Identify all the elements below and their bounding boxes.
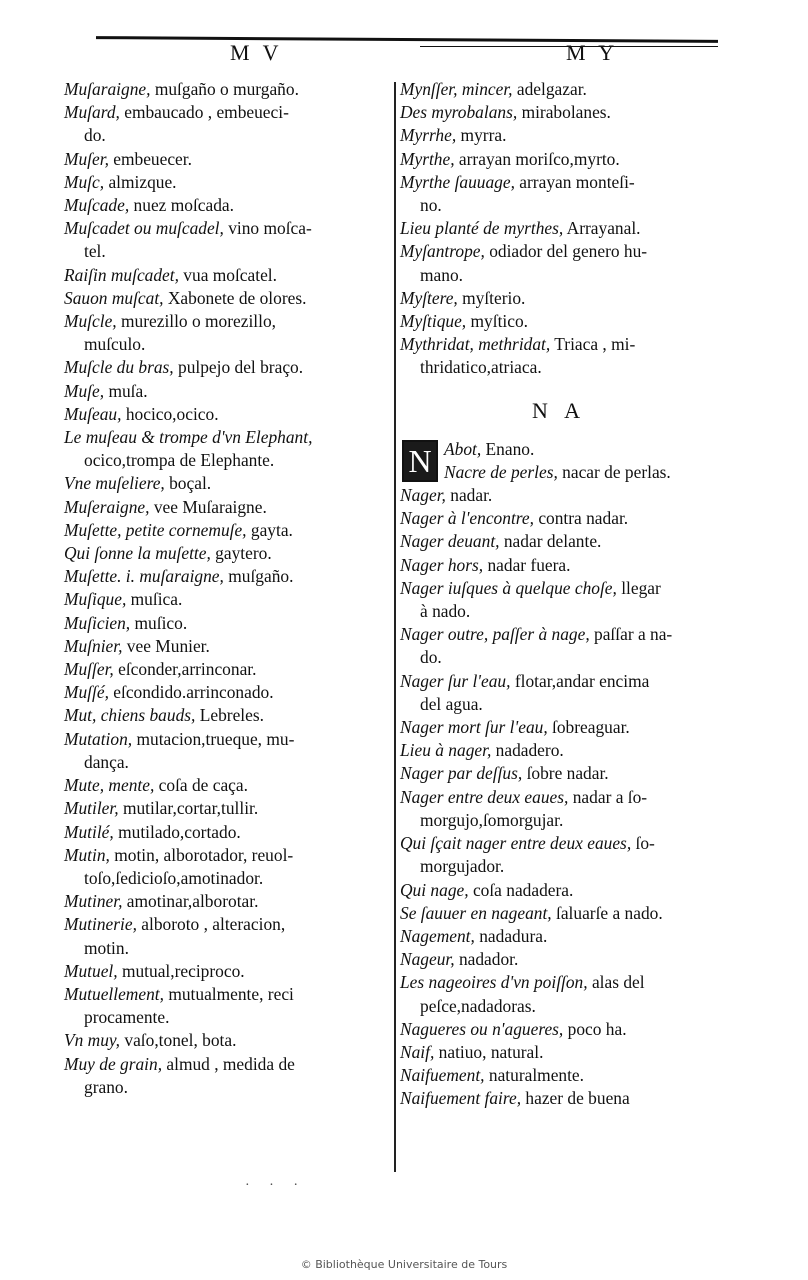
dictionary-entry	[400, 124, 718, 147]
entry-translation: paſſar a na-	[589, 624, 673, 645]
entry-headword: Mutin,	[64, 844, 110, 865]
entry-translation: Xabonete de olores.	[163, 287, 307, 308]
entry-headword: Vn muy,	[64, 1030, 121, 1051]
entry-headword: Nager ſur l'eau,	[400, 670, 511, 691]
running-head-left: M V	[230, 40, 283, 65]
entry-headword: Muſard,	[64, 102, 120, 123]
entry-headword: Mut, chiens bauds,	[64, 705, 196, 726]
entry-headword: Myrrhe,	[400, 125, 457, 146]
entry-continuation: mano.	[420, 264, 463, 285]
dictionary-entry	[400, 171, 718, 217]
entry-headword: Sauon muſcat,	[64, 287, 164, 308]
entry-headword: Les nageoires d'vn poiſſon,	[400, 972, 588, 993]
dictionary-entry	[400, 1041, 718, 1064]
entry-translation: eſcondido.arrinconado.	[108, 682, 274, 703]
entry-headword: Qui nage,	[400, 879, 469, 900]
entry-headword: Muſc,	[64, 171, 105, 192]
entry-continuation: no.	[420, 195, 442, 216]
dictionary-entry	[64, 496, 390, 519]
entry-translation: muſa.	[104, 380, 148, 401]
entry-translation: nadar.	[445, 485, 493, 506]
entry-headword: Mutiner,	[64, 891, 123, 912]
entry-continuation: tel.	[84, 241, 106, 262]
entry-continuation: do.	[84, 125, 106, 146]
entry-translation: vua moſcatel.	[178, 264, 277, 285]
entry-translation: boçal.	[164, 473, 212, 494]
dictionary-entry	[64, 194, 390, 217]
entry-translation: flotar,andar encima	[510, 670, 650, 691]
entry-continuation: peſce,nadadoras.	[420, 995, 536, 1016]
dictionary-entry	[64, 542, 390, 565]
entry-headword: Mute, mente,	[64, 775, 155, 796]
entry-headword: Mutiler,	[64, 798, 119, 819]
entry-translation: muſgaño o murgaño.	[150, 79, 299, 99]
entry-headword: Nagueres ou n'agueres,	[400, 1018, 564, 1039]
entry-headword: Naifuement,	[400, 1065, 485, 1086]
entry-headword: Le muſeau & trompe d'vn Elephant,	[64, 427, 313, 448]
dictionary-entry	[400, 762, 718, 785]
entry-continuation: motin.	[84, 937, 129, 958]
entry-headword: Lieu planté de myrthes,	[400, 218, 564, 239]
entry-headword: Muſe,	[64, 380, 105, 401]
entry-headword: Nagement,	[400, 925, 475, 946]
entry-translation: myrra.	[456, 125, 507, 146]
entry-headword: Mutuel,	[64, 960, 118, 981]
dictionary-entry	[400, 507, 718, 530]
dictionary-entry	[64, 565, 390, 588]
entry-translation: arrayan monteſi-	[514, 171, 635, 192]
entry-headword: Naif,	[400, 1041, 435, 1062]
entry-continuation: dança.	[84, 751, 129, 772]
entry-headword: Nager à l'encontre,	[400, 508, 534, 529]
entry-translation: muſico.	[130, 612, 188, 633]
entry-translation: nadador.	[454, 949, 519, 970]
dictionary-entry	[400, 577, 718, 623]
entry-headword: Muſcle du bras,	[64, 357, 174, 378]
dictionary-entry	[64, 217, 390, 263]
entry-continuation: muſculo.	[84, 334, 146, 355]
entry-headword: Muſique,	[64, 589, 127, 610]
dictionary-entry	[64, 1053, 390, 1099]
dictionary-entry	[64, 983, 390, 1029]
entry-headword: Vne muſeliere,	[64, 473, 165, 494]
entry-translation: nadadura.	[474, 925, 548, 946]
dictionary-entry	[400, 739, 718, 762]
entry-translation: adelgazar.	[512, 79, 587, 99]
dictionary-entry	[400, 1087, 718, 1110]
entry-headword: Lieu à nager,	[400, 740, 492, 761]
printer-marks: · · ·	[245, 1178, 306, 1193]
entry-headword: Qui ſonne la muſette,	[64, 543, 211, 564]
entry-translation: nuez moſcada.	[129, 195, 234, 216]
entry-headword: Muſicien,	[64, 612, 131, 633]
dictionary-entry	[400, 1018, 718, 1041]
entry-translation: pulpejo del braço.	[173, 357, 304, 378]
entry-translation: almizque.	[104, 171, 177, 192]
entry-translation: amotinar,alborotar.	[122, 891, 259, 912]
entry-headword: Nager entre deux eaues,	[400, 786, 569, 807]
entry-translation: gaytero.	[210, 543, 272, 564]
entry-translation: odiador del genero hu-	[484, 241, 648, 262]
entry-continuation: thridatico,atriaca.	[420, 357, 542, 378]
entry-translation: mutacion,trueque, mu-	[132, 728, 295, 749]
entry-headword: Myrthe ſauuage,	[400, 171, 515, 192]
entry-translation: contra nadar.	[533, 508, 629, 529]
dropcap-letter: N	[402, 440, 438, 482]
entry-translation: murezillo o morezillo,	[116, 311, 277, 332]
entry-translation: nadar fuera.	[483, 554, 571, 575]
entry-headword: Nager deuant,	[400, 531, 500, 552]
dictionary-entry	[400, 925, 718, 948]
right-column	[400, 78, 718, 1111]
dictionary-entry	[400, 971, 718, 1017]
dictionary-entry	[400, 1064, 718, 1087]
entry-headword: Muſcadet ou muſcadel,	[64, 218, 224, 239]
entry-translation: Triaca , mi-	[550, 334, 636, 355]
dictionary-entry	[400, 786, 718, 832]
entry-headword: Mutinerie,	[64, 914, 137, 935]
dictionary-entry	[400, 78, 718, 101]
entry-headword: Raiſin muſcadet,	[64, 264, 179, 285]
entry-translation: vee Muſaraigne.	[149, 496, 267, 517]
entry-headword: Muſette. i. muſaraigne,	[64, 566, 224, 587]
dictionary-entry	[400, 484, 718, 507]
entry-translation: coſa nadadera.	[468, 879, 574, 900]
dictionary-entry	[64, 960, 390, 983]
entry-headword: Muſer,	[64, 148, 109, 169]
entry-continuation: procamente.	[84, 1007, 170, 1028]
entry-translation: vaſo,tonel, bota.	[120, 1030, 237, 1051]
entry-translation: muſica.	[126, 589, 183, 610]
dictionary-entry	[64, 78, 390, 101]
dictionary-entry	[64, 426, 390, 472]
entry-headword: Nager,	[400, 485, 446, 506]
entry-translation: natiuo, natural.	[434, 1041, 544, 1062]
entry-headword: Muſnier,	[64, 635, 123, 656]
entry-headword: Se ſauuer en nageant,	[400, 902, 552, 923]
right-column-na	[400, 438, 718, 1111]
column-divider	[394, 82, 396, 1172]
dictionary-entry	[400, 217, 718, 240]
dictionary-entry	[64, 519, 390, 542]
entry-headword: Muſeau,	[64, 403, 122, 424]
entry-translation: hazer de buena	[521, 1088, 630, 1109]
entry-headword: Nacre de perles,	[444, 461, 558, 482]
entry-headword: Des myrobalans,	[400, 102, 518, 123]
entry-continuation: del agua.	[420, 693, 483, 714]
dictionary-entry	[64, 588, 390, 611]
dictionary-entry	[400, 287, 718, 310]
entry-translation: Arrayanal.	[563, 218, 641, 239]
entry-continuation: morgujo,ſomorgujar.	[420, 809, 564, 830]
dictionary-entry	[64, 403, 390, 426]
entry-translation: mutual,reciproco.	[117, 960, 245, 981]
dictionary-entry	[64, 612, 390, 635]
entry-translation: ſaluarſe a nado.	[551, 902, 663, 923]
entry-headword: Mutation,	[64, 728, 133, 749]
dictionary-entry	[64, 844, 390, 890]
entry-translation: mirabolanes.	[517, 102, 611, 123]
entry-translation: alboroto , alteracion,	[136, 914, 286, 935]
entry-continuation: morgujador.	[420, 856, 505, 877]
entry-translation: myſtico.	[466, 311, 528, 332]
running-head-right: M Y	[566, 40, 619, 65]
entry-headword: Muſette, petite cornemuſe,	[64, 519, 247, 540]
entry-headword: Mutuellement,	[64, 983, 164, 1004]
dictionary-entry	[64, 171, 390, 194]
entry-continuation: ocico,trompa de Elephante.	[84, 450, 275, 471]
dictionary-entry	[64, 635, 390, 658]
entry-translation: mutilar,cortar,tullir.	[118, 798, 259, 819]
entry-translation: naturalmente.	[484, 1065, 585, 1086]
left-column	[64, 78, 390, 1099]
entry-translation: llegar	[616, 577, 661, 598]
entry-headword: Muſcle,	[64, 311, 117, 332]
entry-translation: vino moſca-	[223, 218, 312, 239]
entry-headword: Nager par deſſus,	[400, 763, 523, 784]
entry-translation: arrayan moriſco,myrto.	[454, 148, 620, 169]
entry-headword: Muy de grain,	[64, 1053, 163, 1074]
entry-translation: motin, alborotador, reuol-	[109, 844, 294, 865]
dictionary-entry	[400, 879, 718, 902]
entry-translation: mutualmente, reci	[163, 983, 294, 1004]
dictionary-entry	[64, 287, 390, 310]
entry-translation: alas del	[587, 972, 645, 993]
dictionary-entry	[64, 101, 390, 147]
entry-translation: Lebreles.	[195, 705, 264, 726]
entry-headword: Muſeraigne,	[64, 496, 150, 517]
entry-translation: nadar delante.	[499, 531, 602, 552]
entry-headword: Nageur,	[400, 949, 455, 970]
dictionary-entry	[64, 380, 390, 403]
dictionary-entry	[400, 148, 718, 171]
entry-headword: Myrthe,	[400, 148, 455, 169]
dictionary-entry	[400, 333, 718, 379]
entry-headword: Muſcade,	[64, 195, 130, 216]
section-title: N A	[531, 397, 587, 423]
entry-headword: Nager outre, paſſer à nage,	[400, 624, 590, 645]
entry-translation: embeuecer.	[108, 148, 192, 169]
dictionary-entry	[64, 310, 390, 356]
entry-translation: mutilado,cortado.	[113, 821, 241, 842]
entry-translation: eſconder,arrinconar.	[113, 659, 257, 680]
entry-headword: Myſtique,	[400, 311, 467, 332]
dictionary-entry	[400, 623, 718, 669]
entry-translation: coſa de caça.	[154, 775, 248, 796]
dictionary-entry	[400, 670, 718, 716]
entry-continuation: à nado.	[420, 601, 471, 622]
dictionary-entry	[64, 821, 390, 844]
entry-headword: Mynſſer, mincer,	[400, 79, 513, 99]
entry-headword: Nager hors,	[400, 554, 484, 575]
dictionary-entry	[400, 902, 718, 925]
dictionary-entry	[400, 240, 718, 286]
entry-continuation: do.	[420, 647, 442, 668]
right-column-my	[400, 78, 718, 380]
entry-translation: hocico,ocico.	[121, 403, 219, 424]
entry-headword: Mythridat, methridat,	[400, 334, 551, 355]
dictionary-entry	[400, 948, 718, 971]
dictionary-entry	[400, 310, 718, 333]
dictionary-entry	[64, 890, 390, 913]
entry-translation: gayta.	[246, 519, 293, 540]
entry-translation: Enano.	[481, 438, 535, 459]
dictionary-entry	[64, 1029, 390, 1052]
dictionary-entry	[400, 530, 718, 553]
dictionary-entry	[64, 658, 390, 681]
entry-headword: Abot,	[444, 438, 482, 459]
dictionary-entry	[400, 461, 718, 484]
top-rule	[96, 36, 718, 43]
dictionary-entry	[64, 774, 390, 797]
dictionary-entry	[400, 832, 718, 878]
dictionary-entry	[64, 728, 390, 774]
entry-headword: Myſtere,	[400, 287, 458, 308]
entry-translation: poco ha.	[563, 1018, 627, 1039]
entry-headword: Muſaraigne,	[64, 79, 151, 99]
entry-translation: ſo-	[631, 833, 655, 854]
entry-headword: Muſſé,	[64, 682, 109, 703]
entry-translation: muſgaño.	[223, 566, 294, 587]
entry-continuation: grano.	[84, 1076, 128, 1097]
footer-copyright: © Bibliothèque Universitaire de Tours	[300, 1258, 508, 1271]
dictionary-entry	[64, 356, 390, 379]
entry-translation: almud , medida de	[162, 1053, 295, 1074]
dictionary-entry	[64, 472, 390, 495]
entry-translation: nacar de perlas.	[557, 461, 671, 482]
entry-translation: embaucado , embeueci-	[119, 102, 289, 123]
entry-translation: nadadero.	[491, 740, 564, 761]
entry-headword: Muſſer,	[64, 659, 114, 680]
entry-continuation: toſo,ſedicioſo,amotinador.	[84, 867, 264, 888]
dictionary-entry	[400, 554, 718, 577]
entry-headword: Naifuement faire,	[400, 1088, 522, 1109]
entry-headword: Qui ſçait nager entre deux eaues,	[400, 833, 632, 854]
entry-translation: vee Munier.	[122, 635, 210, 656]
dictionary-entry	[64, 797, 390, 820]
dictionary-entry	[400, 101, 718, 124]
entry-translation: myſterio.	[457, 287, 526, 308]
entry-headword: Myſantrope,	[400, 241, 485, 262]
dictionary-entry	[64, 148, 390, 171]
dictionary-entry	[64, 681, 390, 704]
entry-translation: ſobreaguar.	[547, 717, 630, 738]
dictionary-entry	[64, 264, 390, 287]
dictionary-entry	[64, 913, 390, 959]
entry-headword: Nager mort ſur l'eau,	[400, 717, 548, 738]
dictionary-entry	[64, 704, 390, 727]
entry-translation: ſobre nadar.	[522, 763, 609, 784]
entry-translation: nadar a ſo-	[568, 786, 648, 807]
dictionary-entry	[400, 716, 718, 739]
entry-headword: Nager iuſques à quelque choſe,	[400, 577, 617, 598]
entry-headword: Mutilé,	[64, 821, 114, 842]
